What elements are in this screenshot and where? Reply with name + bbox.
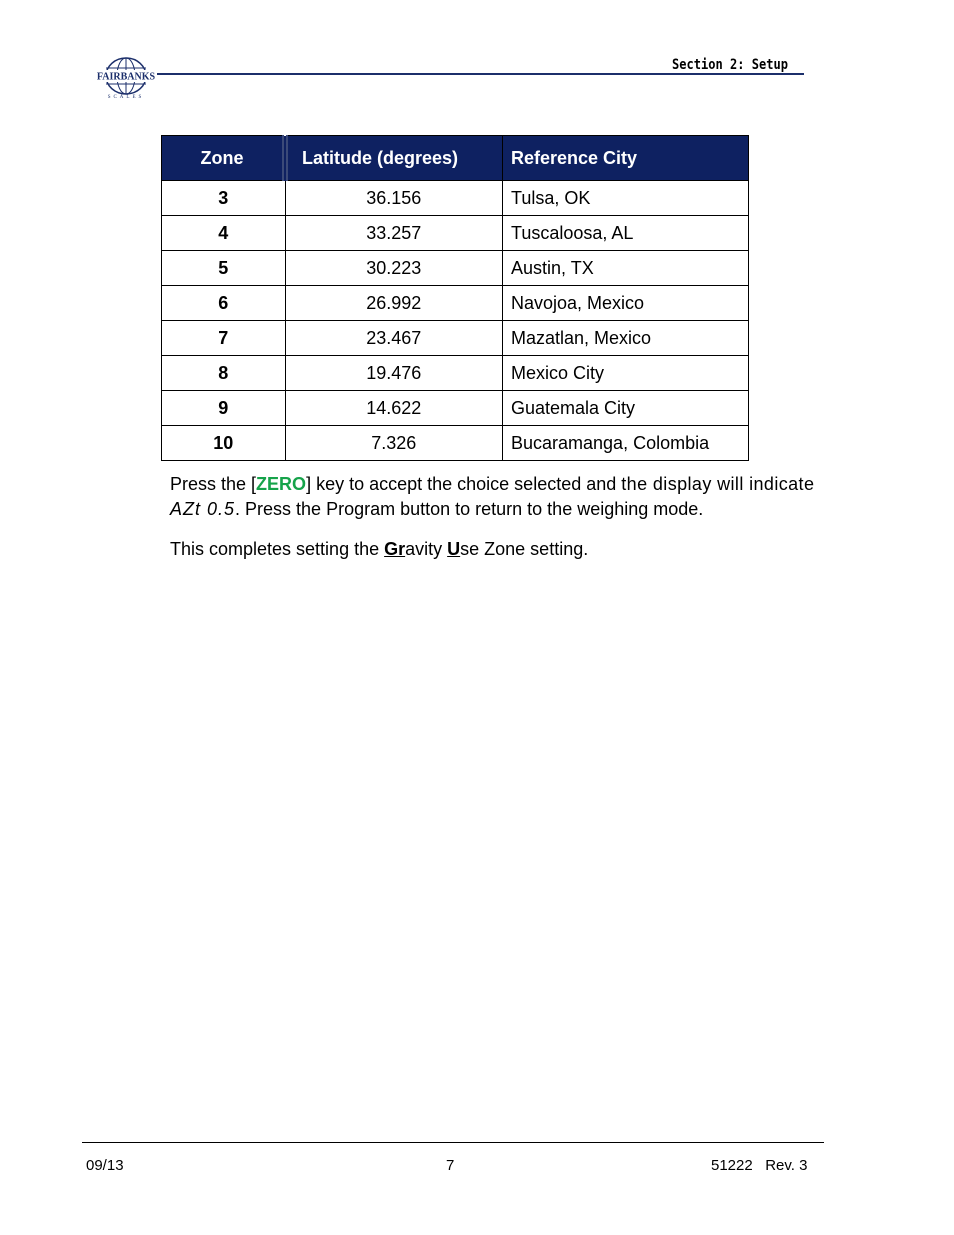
header-rule bbox=[157, 73, 804, 75]
table-row bbox=[162, 391, 749, 426]
fairbanks-logo bbox=[95, 56, 157, 100]
latitude-cell: 7.326 bbox=[285, 426, 503, 461]
zone-cell: 4 bbox=[162, 216, 286, 251]
page-number: 7 bbox=[446, 1157, 455, 1174]
table-row bbox=[162, 286, 749, 321]
text-run: . Press the Program button to return to the weighing mode. bbox=[235, 499, 704, 519]
latitude-cell: 19.476 bbox=[285, 356, 503, 391]
table-row bbox=[162, 321, 749, 356]
column-header-latitude: Latitude (degrees) bbox=[285, 136, 503, 181]
zone-cell: 6 bbox=[162, 286, 286, 321]
logo-text: FAIRBANKS bbox=[96, 71, 156, 83]
city-cell: Tulsa, OK bbox=[503, 181, 749, 216]
table-row bbox=[162, 216, 749, 251]
city-cell: Mexico City bbox=[503, 356, 749, 391]
latitude-cell: 14.622 bbox=[285, 391, 503, 426]
gr-underlined: Gr bbox=[384, 539, 406, 559]
zone-cell: 3 bbox=[162, 181, 286, 216]
zone-cell: 9 bbox=[162, 391, 286, 426]
completion-paragraph bbox=[170, 537, 588, 562]
latitude-cell: 23.467 bbox=[285, 321, 503, 356]
column-header-city: Reference City bbox=[503, 136, 749, 181]
document-number: 51222 Rev. 3 bbox=[711, 1157, 808, 1174]
text-run: se Zone setting. bbox=[460, 539, 589, 559]
city-cell: Mazatlan, Mexico bbox=[503, 321, 749, 356]
latitude-cell: 36.156 bbox=[285, 181, 503, 216]
table-row bbox=[162, 181, 749, 216]
zone-cell: 7 bbox=[162, 321, 286, 356]
latitude-cell: 26.992 bbox=[285, 286, 503, 321]
text-run: ] key to accept the choice selected and bbox=[306, 474, 622, 494]
city-cell: Navojoa, Mexico bbox=[503, 286, 749, 321]
latitude-cell: 30.223 bbox=[285, 251, 503, 286]
city-cell: Tuscaloosa, AL bbox=[503, 216, 749, 251]
azt-display-value: AZt 0.5 bbox=[170, 499, 236, 519]
zone-cell: 8 bbox=[162, 356, 286, 391]
text-run: the display will indicate bbox=[621, 474, 815, 494]
zone-table bbox=[161, 135, 749, 461]
city-cell: Austin, TX bbox=[503, 251, 749, 286]
city-cell: Bucaramanga, Colombia bbox=[503, 426, 749, 461]
zone-cell: 5 bbox=[162, 251, 286, 286]
logo-subtext: SCALES bbox=[107, 95, 145, 100]
column-header-zone: Zone bbox=[162, 136, 286, 181]
text-run: avity bbox=[405, 539, 448, 559]
footer-date: 09/13 bbox=[86, 1157, 124, 1174]
table-row bbox=[162, 251, 749, 286]
zero-key-label: ZERO bbox=[256, 474, 307, 494]
section-title: Section 2: Setup bbox=[672, 57, 788, 73]
zone-cell: 10 bbox=[162, 426, 286, 461]
text-run: Press the [ bbox=[170, 474, 257, 494]
table-row bbox=[162, 356, 749, 391]
text-run: This completes setting the bbox=[170, 539, 385, 559]
table-row bbox=[162, 426, 749, 461]
u-underlined: U bbox=[447, 539, 461, 559]
latitude-cell: 33.257 bbox=[285, 216, 503, 251]
instruction-paragraph bbox=[170, 472, 860, 522]
footer-rule bbox=[82, 1142, 824, 1143]
city-cell: Guatemala City bbox=[503, 391, 749, 426]
table-header-row bbox=[162, 136, 749, 181]
